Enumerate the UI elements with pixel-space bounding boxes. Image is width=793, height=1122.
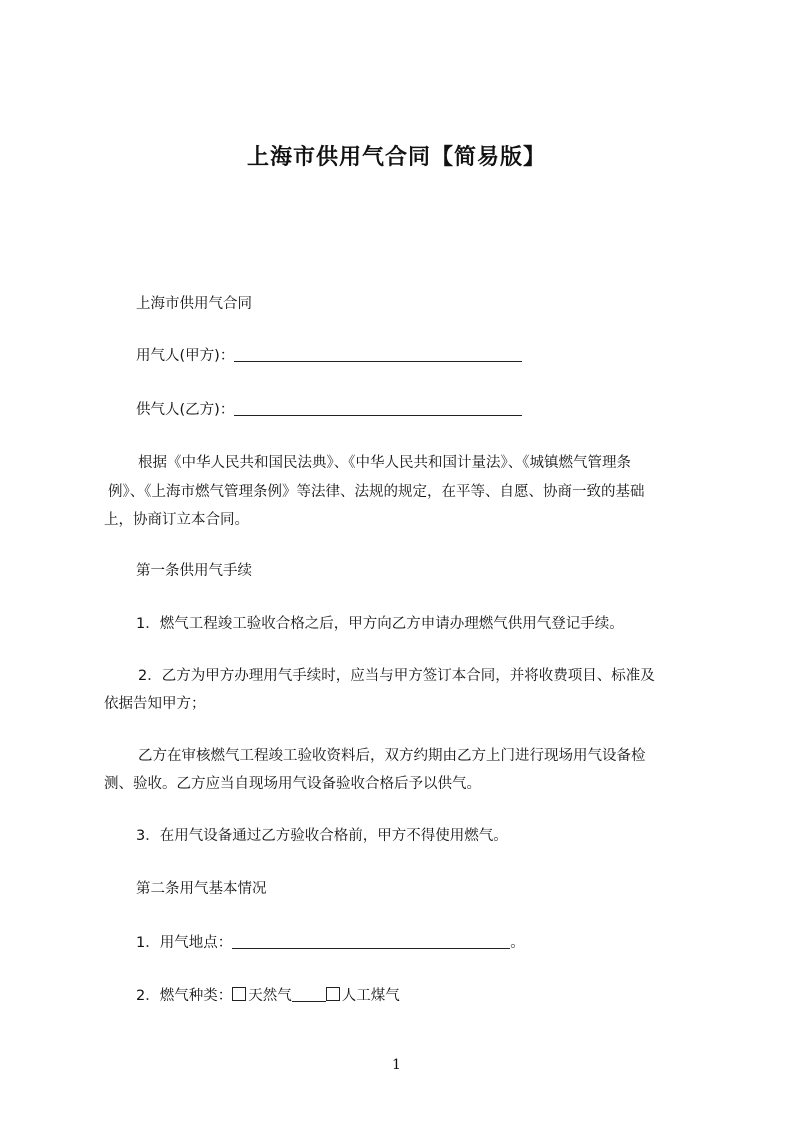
party-a-label: 用气人(甲方)： [136,348,235,364]
gas-option-artificial: 人工煤气 [341,988,400,1004]
contract-subtitle: 上海市供用气合同 [136,296,252,312]
preamble-line-2: 例》、《上海市燃气管理条例》等法律、法规的规定，在平等、自愿、协商一致的基础 [108,484,645,500]
location-end: 。 [510,935,525,951]
page-title: 上海市供用气合同【简易版】 [246,145,546,170]
article-2-item-1 [104,931,746,952]
article-1-heading: 第一条供用气手续 [136,563,252,579]
article-2-heading: 第二条用气基本情况 [136,881,267,897]
party-a-blank [234,347,522,362]
party-b-blank [234,401,522,416]
preamble-line-1: 根据《中华人民共和国民法典》、《中华人民共和国计量法》、《城镇燃气管理条 [138,455,631,471]
gas-type-label: 2．燃气种类： [136,988,233,1004]
checkbox-icon [326,987,340,1001]
article-1-item-1: 1．燃气工程竣工验收合格之后，甲方向乙方申请办理燃气供用气登记手续。 [136,616,624,632]
article-1-item-2-line-2: 依据告知甲方； [104,696,206,712]
location-blank [232,934,510,949]
article-1-item-3: 3．在用气设备通过乙方验收合格前，甲方不得使用燃气。 [136,828,508,844]
article-1-item-2-line-1: 2．乙方为甲方办理用气手续时，应当与甲方签订本合同，并将收费项目、标准及 [138,668,655,684]
preamble-line-3: 上，协商订立本合同。 [104,512,249,528]
location-label: 1．用气地点： [136,935,233,951]
party-b-label: 供气人(乙方)： [136,402,235,418]
article-1-para-line-2: 测、验收。乙方应当自现场用气设备验收合格后予以供气。 [104,776,481,792]
article-2-item-2 [104,984,746,1005]
checkbox-icon [232,987,246,1001]
article-1-para-line-1: 乙方在审核燃气工程竣工验收资料后，双方约期由乙方上门进行现场用气设备检 [138,748,646,764]
gas-option-blank [292,987,326,1002]
page-number: 1 [392,1057,401,1073]
party-b-line [104,398,746,419]
party-a-line [104,344,746,365]
gas-option-natural: 天然气 [248,988,292,1004]
